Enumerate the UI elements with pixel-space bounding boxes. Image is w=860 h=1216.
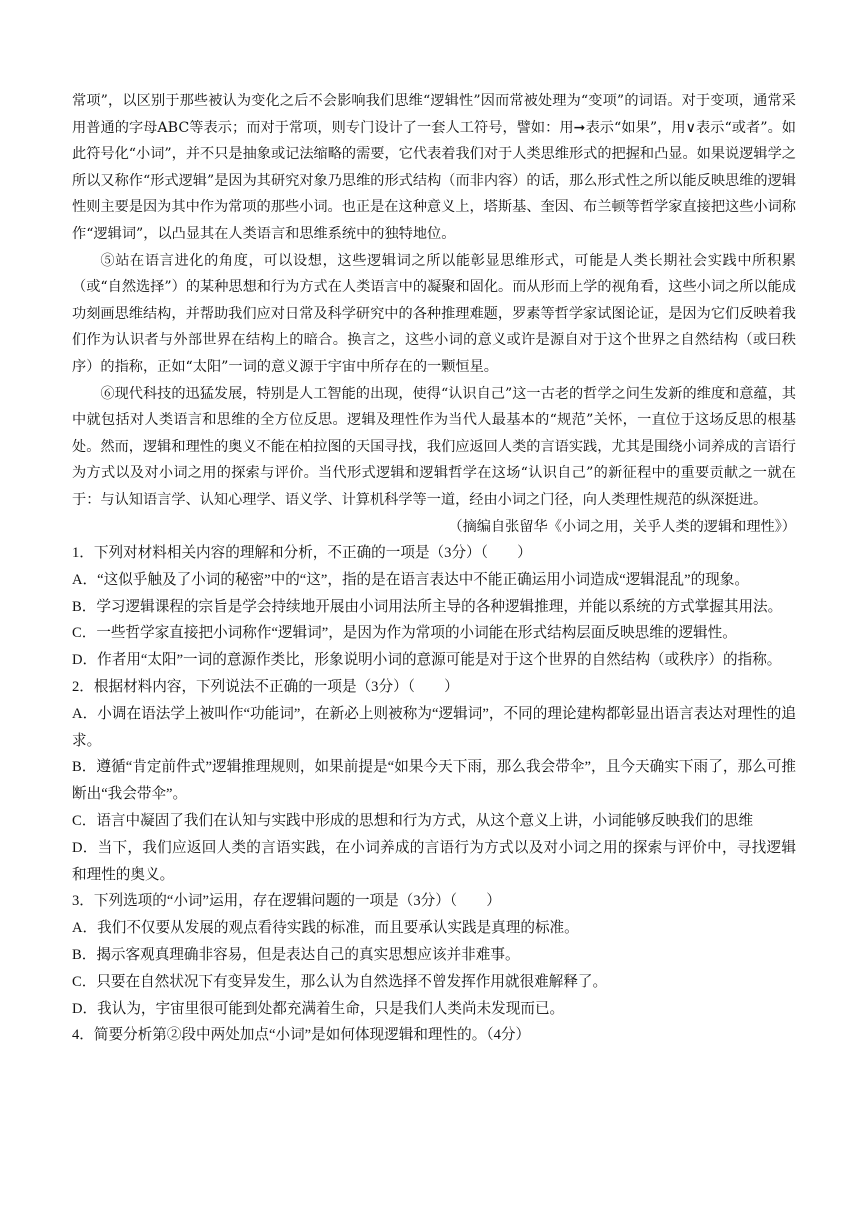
question-option-d: D．我认为，宇宙里很可能到处都充满着生命，只是我们人类尚未发现而已。: [72, 1000, 565, 1017]
question-stem: 3．下列选项的“小词”运用，存在逻辑问题的一项是（3分）（ ）: [72, 893, 501, 910]
question-option-a: A．小调在语法学上被叫作“功能词”，在新必上则被称为“逻辑词”，不同的理论建构都彰显出语言表达对理性的追求。: [72, 705, 796, 749]
question-option-a: A．我们不仅要从发展的观点看待实践的标准，而且要承认实践是真理的标准。: [72, 920, 579, 937]
question-3: [72, 888, 796, 1022]
question-stem: 1．下列对材料相关内容的理解和分析，不正确的一项是（3分）（ ）: [72, 545, 532, 562]
question-option-c: C．一些哲学家直接把小词称作“逻辑词”，是因为作为常项的小词能在形式结构层面反映思维的逻辑性。: [72, 625, 737, 642]
question-4: [72, 1022, 796, 1049]
question-option-b: B．揭示客观真理确非容易，但是表达自己的真实思想应该并非难事。: [72, 947, 520, 964]
question-option-c: C．语言中凝固了我们在认知与实践中形成的思想和行为方式，从这个意义上讲，小词能够反映我们的思维: [72, 813, 754, 830]
question-2: [72, 674, 796, 888]
question-option-c: C．只要在自然状况下有变异发生，那么认为自然选择不曾发挥作用就很难解释了。: [72, 973, 608, 990]
question-1: [72, 540, 796, 674]
question-stem: 4．简要分析第②段中两处加点“小词”是如何体现逻辑和理性的。（4分）: [72, 1027, 531, 1044]
question-option-a: A．“这似乎触及了小词的秘密”中的“这”，指的是在语言表达中不能正确运用小词造成“逻辑混乱”的现象。: [72, 571, 749, 588]
document-page: [72, 88, 796, 1049]
question-option-b: B．学习逻辑课程的宗旨是学会持续地开展由小词用法所主导的各种逻辑推理，并能以系统的方式掌握其用法。: [72, 598, 783, 615]
question-option-d: D．当下，我们应返回人类的言语实践，在小词养成的言语行为方式以及对小词之用的探索与评价中，寻找逻辑和理性的奥义。: [72, 839, 796, 883]
question-option-d: D．作者用“太阳”一词的意源作类比，形象说明小词的意源可能是对于这个世界的自然结构（或秩序）的指称。: [72, 652, 782, 669]
question-option-b: B．遵循“肯定前件式”逻辑推理规则，如果前提是“如果今天下雨，那么我会带伞”，且今天确实下雨了，那么可推断出“我会带伞”。: [72, 759, 796, 803]
passage-paragraph-5: ⑤站在语言进化的角度，可以设想，这些逻辑词之所以能彰显思维形式，可能是人类长期社会实践中所积累（或“自然选择”）的某种思想和行为方式在人类语言中的凝聚和固化。而从形而上学的视角看，这些小词之所以能成功刻画思维结构，并帮助我们应对日常及科学研究中的各种推理难题，罗素等哲学家试图论证，是因为它们反映着我们作为认识者与外部世界在结构上的暗合。换言之，这些小词的意义或许是源自对于这个世界之自然结构（或曰秩序）的指称，正如“太阳”一词的意义源于宇宙中所存在的一颗恒星。: [72, 252, 796, 375]
passage-paragraph-6: ⑥现代科技的迅猛发展，特别是人工智能的出现，使得“认识自己”这一古老的哲学之问生发新的维度和意蕴，其中就包括对人类语言和思维的全方位反思。逻辑及理性作为当代人最基本的“规范”关怀，一直位于这场反思的根基处。然而，逻辑和理性的奥义不能在柏拉图的天国寻找，我们应返回人类的言语实践，尤其是围绕小词养成的言语行为方式以及对小词之用的探索与评价。当代形式逻辑和逻辑哲学在这场“认识自己”的新征程中的重要贡献之一就在于：与认知语言学、认知心理学、语义学、计算机科学等一道，经由小词之门径，向人类理性规范的纵深挺进。: [72, 385, 796, 508]
question-stem: 2．根据材料内容，下列说法不正确的一项是（3分）（ ）: [72, 679, 459, 696]
passage-paragraph-continued: 常项”，以区别于那些被认为变化之后不会影响我们思维“逻辑性”因而常被处理为“变项”的词语。对于变项，通常采用普通的字母ABC等表示；而对于常项，则专门设计了一套人工符号，譬如：用➞表示“如果”，用∨表示“或者”。如此符号化“小词”，并不只是抽象或记法缩略的需要，它代表着我们对于人类思维形式的把握和凸显。如果说逻辑学之所以又称作“形式逻辑”是因为其研究对象乃思维的形式结构（而非内容）的话，那么形式性之所以能反映思维的逻辑性则主要是因为其中作为常项的那些小词。也正是在这种意义上，塔斯基、奎因、布兰顿等哲学家直接把这些小词称作“逻辑词”，以凸显其在人类语言和思维系统中的独特地位。: [72, 93, 796, 242]
passage-source: （摘编自张留华《小词之用，关乎人类的逻辑和理性》）: [448, 518, 796, 535]
